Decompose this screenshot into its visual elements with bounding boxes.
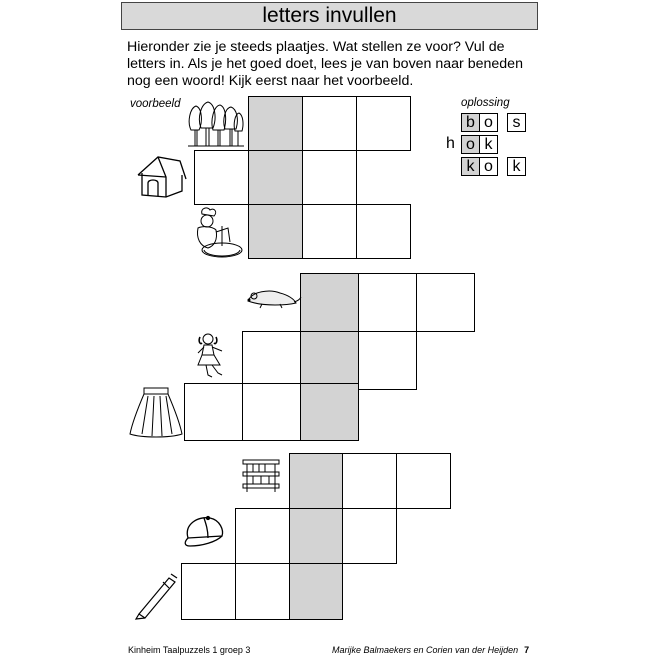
grid-cell[interactable] <box>242 383 301 441</box>
footer-authors-text: Marijke Balmaekers en Corien van der Heijden <box>332 645 519 655</box>
solution-cell: k <box>461 157 480 176</box>
solution-cell: s <box>507 113 526 132</box>
solution-cell: b <box>461 113 480 132</box>
solution-cell: h <box>446 135 455 152</box>
solution-cell: k <box>479 135 498 154</box>
grid-cell-highlight[interactable] <box>248 150 303 205</box>
grid-cell[interactable] <box>356 96 411 151</box>
grid-cell[interactable] <box>242 331 301 390</box>
grid-cell-highlight[interactable] <box>289 453 343 509</box>
grid-cell[interactable] <box>342 453 397 509</box>
example-label: voorbeeld <box>130 98 181 110</box>
solution-cell: o <box>479 157 498 176</box>
grid-cell-highlight[interactable] <box>300 331 359 390</box>
grid-cell-highlight[interactable] <box>248 96 303 151</box>
grid-cell[interactable] <box>342 508 397 564</box>
solution-label: oplossing <box>461 97 510 109</box>
footer-authors <box>332 645 529 655</box>
grid-cell[interactable] <box>194 150 249 205</box>
grid-cell-highlight[interactable] <box>300 273 359 332</box>
trees-icon <box>187 100 245 148</box>
shelves-icon <box>241 458 281 494</box>
instructions-text: Hieronder zie je steeds plaatjes. Wat stellen ze voor? Vul de letters in. Als je het goed doet, lees je van boven naar beneden nog een woord! Kijk eerst naar het voorbeeld. <box>127 39 523 89</box>
grid-cell[interactable] <box>356 204 411 259</box>
pen-icon <box>133 570 179 620</box>
grid-cell-highlight[interactable] <box>289 563 343 620</box>
grid-cell[interactable] <box>235 563 290 620</box>
grid-cell[interactable] <box>396 453 451 509</box>
cook-icon <box>192 206 244 262</box>
mouse-icon <box>244 287 302 309</box>
doghouse-icon <box>136 153 188 199</box>
grid-cell[interactable] <box>302 96 357 151</box>
grid-cell[interactable] <box>416 273 475 332</box>
grid-cell-highlight[interactable] <box>289 508 343 564</box>
grid-cell-highlight[interactable] <box>248 204 303 259</box>
grid-cell-highlight[interactable] <box>300 383 359 441</box>
grid-cell[interactable] <box>302 204 357 259</box>
solution-cell: o <box>479 113 498 132</box>
cap-icon <box>180 514 230 550</box>
solution-cell: o <box>461 135 480 154</box>
grid-cell[interactable] <box>358 273 417 332</box>
page-number: 7 <box>524 645 530 655</box>
doll-icon <box>196 331 230 381</box>
grid-cell[interactable] <box>181 563 236 620</box>
footer-publisher: Kinheim Taalpuzzels 1 groep 3 <box>128 645 251 655</box>
page-title: letters invullen <box>121 2 538 30</box>
grid-cell[interactable] <box>235 508 290 564</box>
grid-cell[interactable] <box>302 150 357 205</box>
grid-cell[interactable] <box>184 383 243 441</box>
skirt-icon <box>128 384 184 440</box>
grid-cell[interactable] <box>358 331 417 390</box>
solution-cell: k <box>507 157 526 176</box>
